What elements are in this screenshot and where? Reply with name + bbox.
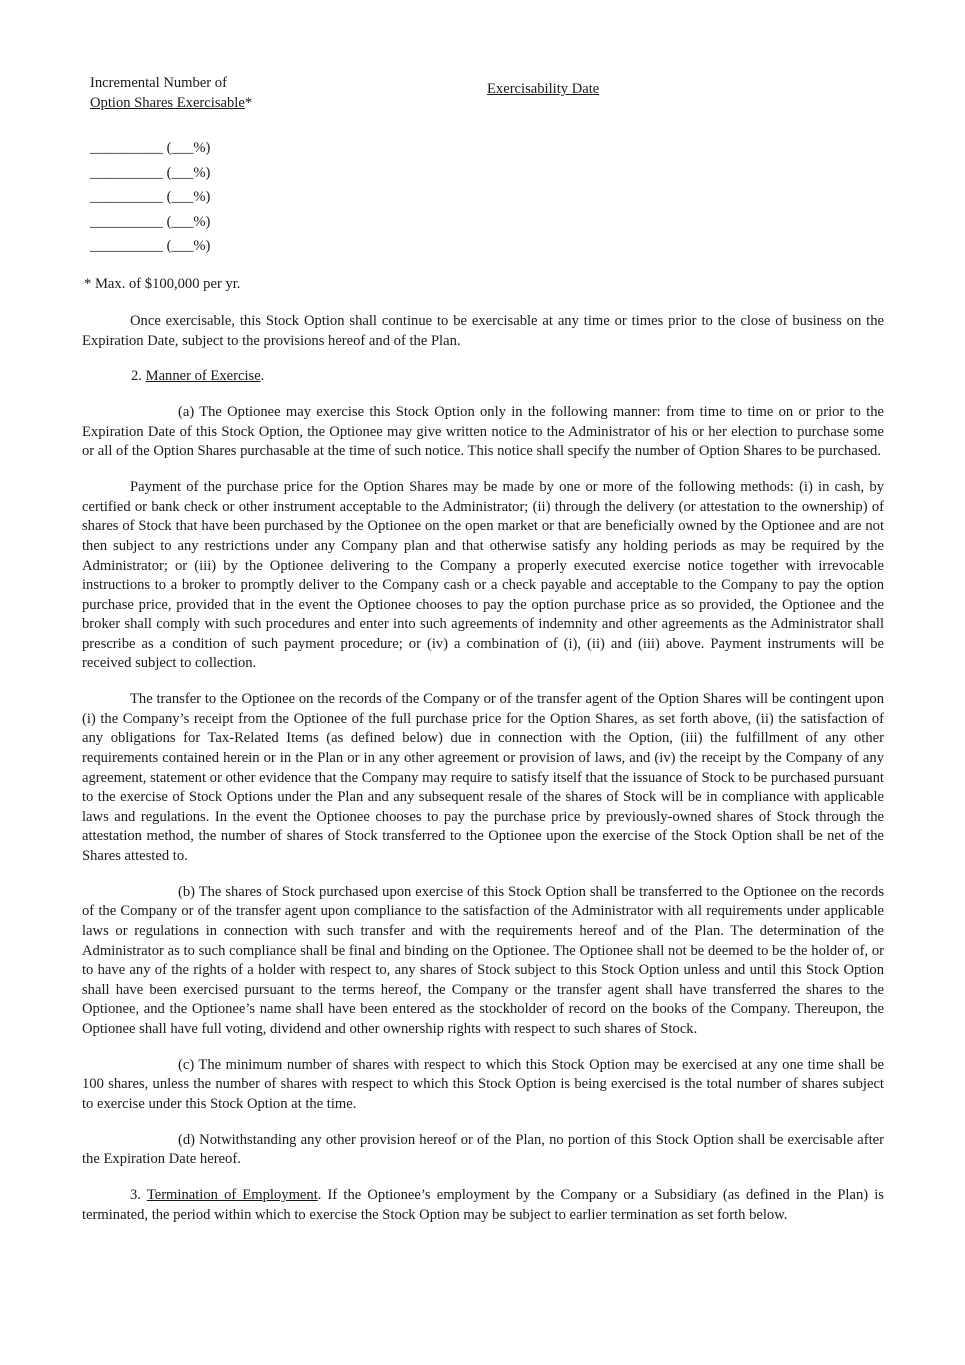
section-3-paragraph [82,1186,884,1225]
blank-row: __________ (___%) [90,140,211,156]
blank-row: __________ (___%) [90,238,211,255]
paragraph-c: (c) The minimum number of shares with respect to which this Stock Option may be exercised at any one time shall be 100 shares, unless the number of shares with respect to which this Stock Option is being exercised is the total number of shares subject to exercise under this Stock Option at the time. [82,1056,884,1112]
payment-paragraph: Payment of the purchase price for the Option Shares may be made by one or more of the following methods: (i) in cash, by certified or bank check or other instrument acceptable to the Administrator; (ii) through the delivery (or attestation to the ownership) of shares of Stock that have been purchased by the Optionee on the open market or that are beneficially owned by the Optionee and are not then subject to any restrictions under any Company plan and that otherwise satisfy any holding periods as may be required by the Administrator; or (iii) by the Optionee delivering to the Company a properly executed exercise notice together with irrevocable instructions to a broker to promptly deliver to the Company cash or a check payable and acceptable to the Company to pay the option purchase price, provided that in the event the Optionee chooses to pay the option purchase price as so provided, the Optionee and the broker shall comply with such procedures and enter into such agreements of indemnity and other agreements as the Administrator shall prescribe as a condition of such payment procedure; or (iv) a combination of (i), (ii) and (iii) above. Payment instruments will be received subject to collection. [82,479,884,672]
blank-row: __________ (___%) [90,189,211,206]
section-3-text: . If the Optionee’s employment by the Company or a Subsidiary (as defined in the Plan) is terminated, the period within which to exercise the Stock Option may be subject to earlier termination as set forth below. [82,1187,884,1223]
paragraph-a: (a) The Optionee may exercise this Stock Option only in the following manner: from time to time on or prior to the Expiration Date of this Stock Option, the Optionee may give written notice to the Administrator of his or her election to purchase some or all of the Option Shares purchasable at the time of such notice. This notice shall specify the number of Option Shares to be purchased. [82,404,884,460]
blank-row: __________ (___%) [90,164,211,181]
paragraph-b: (b) The shares of Stock purchased upon exercise of this Stock Option shall be transferred to the Optionee on the records of the Company or of the transfer agent upon compliance to the satisfaction of the Administrator with all requirements under applicable laws or regulations in connection with such transfer and with the requirements hereof and of the Plan. The determination of the Administrator as to such compliance shall be final and binding on the Optionee. The Optionee shall not be deemed to be the holder of, or to have any of the rights of a holder with respect to, any shares of Stock subject to this Stock Option unless and until this Stock Option shall have been exercised pursuant to the terms hereof, the Company or the transfer agent shall have transferred the shares to the Optionee, and the Optionee’s name shall have been entered as the stockholder of record on the books of the Company. Thereupon, the Optionee shall have full voting, dividend and other ownership rights with respect to such shares of Stock. [82,883,884,1037]
header-asterisk: * [244,94,253,111]
section-3-number: 3. [130,1187,147,1204]
option-shares-exercisable-label: Option Shares Exercisable [90,94,245,111]
once-exercisable-paragraph: Once exercisable, this Stock Option shall continue to be exercisable at any time or times prior to the close of business on the Expiration Date, subject to the provisions hereof and of the Plan. [82,313,884,349]
header-line-1: Incremental Number of [90,75,227,91]
blank-row: __________ (___%) [90,213,211,230]
paragraph-d: (d) Notwithstanding any other provision hereof or of the Plan, no portion of this Stock Option shall be exercisable after the Expiration Date hereof. [82,1131,884,1168]
section-3-title: Termination of Employment [146,1187,318,1204]
body-text [82,312,884,1241]
exercisability-date-header: Exercisability Date [487,81,600,97]
section-2-heading [131,367,884,387]
section-2-title: Manner of Exercise [145,368,261,385]
footnote: * Max. of $100,000 per yr. [84,276,241,292]
header-line-2 [90,94,252,114]
blank-rows [90,136,210,259]
transfer-paragraph: The transfer to the Optionee on the records of the Company or of the transfer agent of the Option Shares will be contingent upon (i) the Company’s receipt from the Optionee of the full purchase price for the Option Shares, as set forth above, (ii) the satisfaction of any obligations for Tax-Related Items (as defined below) due in connection with the Option, (iii) the fulfillment of any other requirements contained herein or in the Plan or in any other agreement or provision of laws, and (iv) the receipt by the Company of any agreement, statement or other evidence that the Company may require to satisfy itself that the issuance of Stock to be purchased pursuant to the exercise of Stock Options under the Plan and any subsequent resale of the shares of Stock will be in compliance with applicable laws and regulations. In the event the Optionee chooses to pay the purchase price by previously-owned shares of Stock through the attestation method, the number of shares of Stock transferred to the Optionee upon the exercise of the Stock Option shall be net of the Shares attested to. [82,691,884,864]
incremental-shares-header [90,74,252,113]
section-2-number: 2. [131,368,146,385]
section-2-period: . [260,368,265,385]
